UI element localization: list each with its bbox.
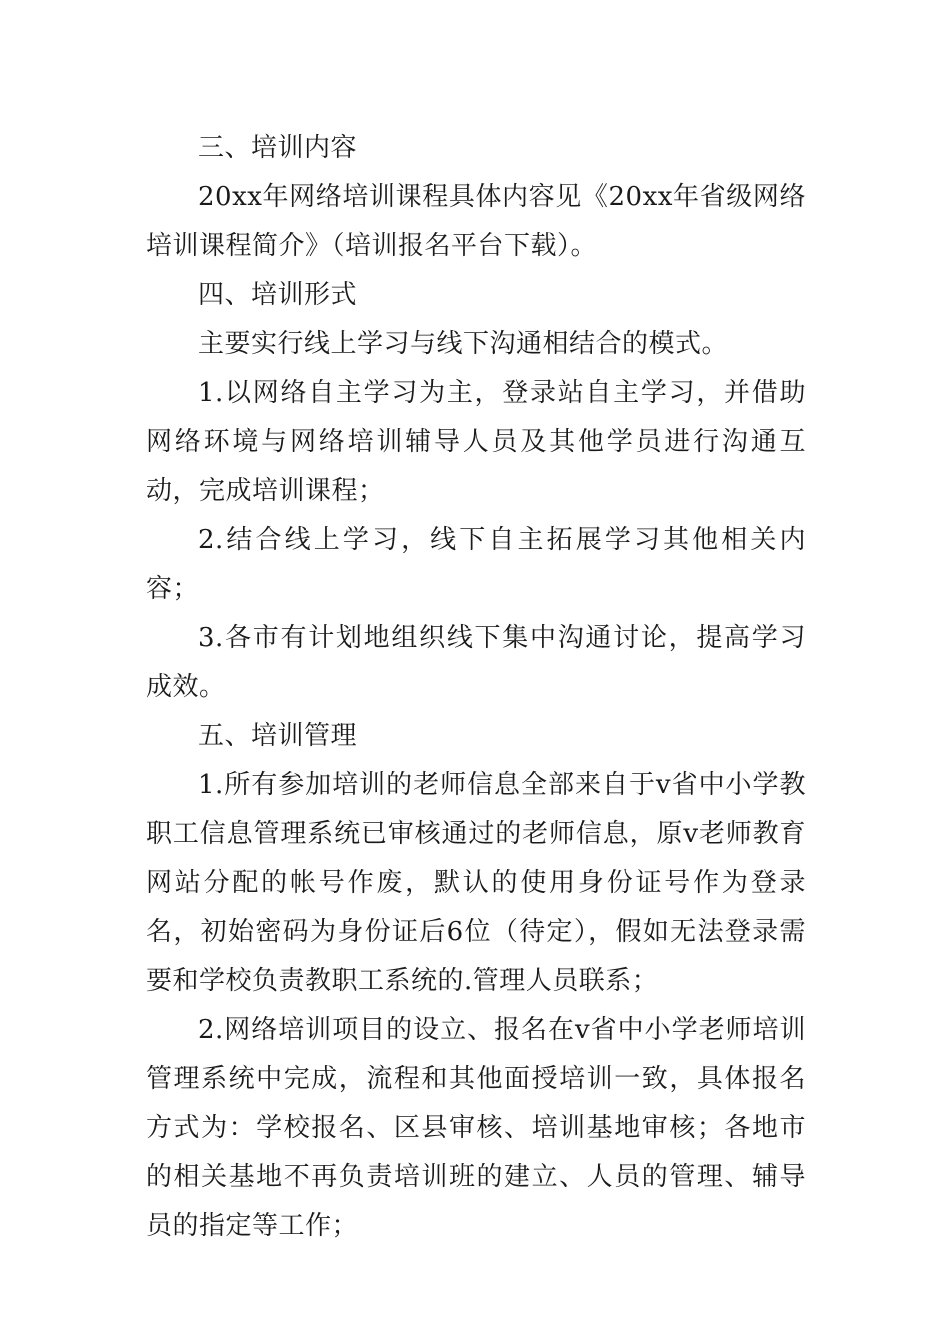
list-item-management-2: 2.网络培训项目的设立、报名在v省中小学老师培训管理系统中完成，流程和其他面授培训一致，具体报名方式为：学校报名、区县审核、培训基地审核；各地市的相关基地不再负责培训班的建立、人员的管理、辅导员的指定等工作； — [146, 1015, 806, 1241]
list-item-format-1: 1.以网络自主学习为主，登录站自主学习，并借助网络环境与网络培训辅导人员及其他学员进行沟通互动，完成培训课程； — [146, 378, 806, 506]
list-item-format-3: 3.各市有计划地组织线下集中沟通讨论，提高学习成效。 — [146, 623, 806, 702]
document-body — [146, 124, 806, 1251]
list-item-management-1: 1.所有参加培训的老师信息全部来自于v省中小学教职工信息管理系统已审核通过的老师信息，原v老师教育网站分配的帐号作废，默认的使用身份证号作为登录名，初始密码为身份证后6位（待定），假如无法登录需要和学校负责教职工系统的.管理人员联系； — [146, 770, 806, 996]
section-heading-training-format: 四、培训形式 — [198, 280, 358, 310]
paragraph-format-mode: 主要实行线上学习与线下沟通相结合的模式。 — [198, 329, 729, 359]
section-heading-training-management: 五、培训管理 — [198, 721, 358, 751]
paragraph-course-content: 20xx年网络培训课程具体内容见《20xx年省级网络培训课程简介》（培训报名平台下载）。 — [146, 182, 806, 261]
list-item-format-2: 2.结合线上学习，线下自主拓展学习其他相关内容； — [146, 525, 806, 604]
section-heading-training-content: 三、培训内容 — [198, 133, 358, 163]
